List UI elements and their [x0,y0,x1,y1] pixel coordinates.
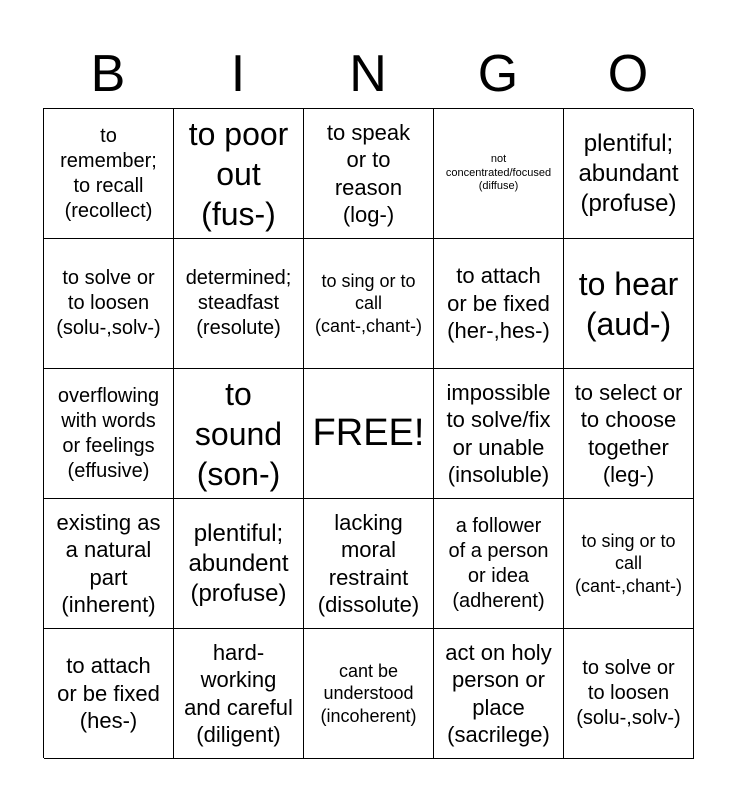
bingo-cell[interactable] [564,239,694,369]
cell-text: act on holy person or place (sacrilege) [445,639,552,747]
bingo-cell[interactable] [174,499,304,629]
cell-text: to solve or to loosen (solu-,solv-) [576,657,681,729]
bingo-cell[interactable] [564,629,694,759]
cell-text: to sing or to call (cant-,chant-) [314,270,423,336]
cell-text: to hear (aud-) [578,265,679,342]
cell-text: to attach or be fixed (hes-) [57,653,160,734]
bingo-cell[interactable] [304,239,434,369]
cell-text: a follower of a person or idea (adherent) [448,514,549,612]
cell-text: lacking moral restraint (dissolute) [317,509,420,617]
header-letter-o: O [607,45,649,103]
bingo-cell[interactable] [44,499,174,629]
bingo-cell[interactable] [304,499,434,629]
bingo-cell[interactable] [434,499,564,629]
cell-text: to remember; to recall (recollect) [60,124,157,222]
bingo-cell[interactable] [434,629,564,759]
cell-text: to solve or to loosen (solu-,solv-) [56,267,161,339]
bingo-board [43,108,693,758]
header-letter-b: B [90,45,126,103]
bingo-cell[interactable] [44,629,174,759]
bingo-cell[interactable] [304,629,434,759]
cell-text: cant be understood (incoherent) [320,660,417,726]
bingo-cell[interactable] [174,239,304,369]
bingo-cell[interactable] [564,369,694,499]
bingo-cell[interactable] [174,369,304,499]
cell-text: hard- working and careful (diligent) [184,639,293,747]
bingo-cell[interactable] [44,239,174,369]
bingo-cell[interactable] [434,369,564,499]
header-letter-n: N [349,45,387,103]
bingo-cell[interactable] [174,109,304,239]
header-letter-i: I [230,45,246,103]
bingo-cell[interactable] [564,109,694,239]
cell-text: to speak or to reason (log-) [326,119,411,227]
cell-text: not concentrated/focused (diffuse) [445,152,552,193]
cell-text: to sing or to call (cant-,chant-) [574,530,683,596]
cell-text: existing as a natural part (inherent) [56,509,161,617]
bingo-cell[interactable] [174,629,304,759]
cell-text: determined; steadfast (resolute) [185,267,292,339]
cell-text: plentiful; abundant (profuse) [578,129,679,217]
cell-text: to sound (son-) [194,375,283,492]
free-space-cell[interactable] [304,369,434,499]
bingo-cell[interactable] [434,109,564,239]
bingo-cell[interactable] [304,109,434,239]
free-space-text: FREE! [312,411,425,454]
bingo-cell[interactable] [434,239,564,369]
bingo-cell[interactable] [44,369,174,499]
bingo-cell[interactable] [44,109,174,239]
cell-text: to select or to choose together (leg-) [574,379,683,487]
cell-text: to attach or be fixed (her-,hes-) [447,263,550,344]
cell-text: impossible to solve/fix or unable (insoluble) [446,379,551,487]
header-letter-g: G [477,45,519,103]
cell-text: overflowing with words or feelings (effusive) [57,384,160,482]
cell-text: plentiful; abundent (profuse) [188,519,289,607]
bingo-cell[interactable] [564,499,694,629]
bingo-header [43,40,693,108]
cell-text: to poor out (fus-) [188,115,289,232]
